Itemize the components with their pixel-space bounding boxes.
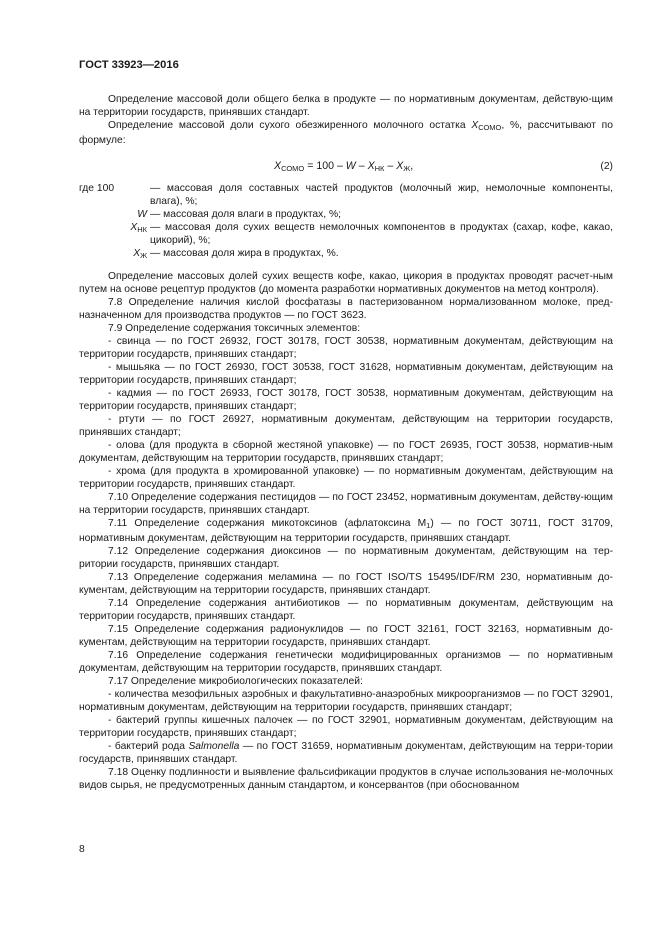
p711-pre: 7.11 Определение содержания микотоксинов (афлатоксина M — [108, 518, 427, 529]
where-symbol-xnk-sub: НК — [137, 225, 147, 234]
paragraph-7-15: 7.15 Определение содержания радионуклидов — по ГОСТ 32161, ГОСТ 32163, нормативным до-кументам, действующим на территории государств, принявших стандарт. — [79, 624, 613, 648]
formula-w: W — [345, 160, 356, 172]
somo-intro-text-post: , %, рассчитывают по формуле: — [79, 120, 613, 146]
salmonella-italic: Salmonella — [188, 741, 240, 752]
where-row-100 — [79, 182, 613, 208]
formula-number: (2) — [600, 161, 613, 172]
where-row-xnk — [79, 221, 613, 247]
list-item-lead: - свинца — по ГОСТ 26932, ГОСТ 30178, ГОСТ 30538, нормативным документам, действующим на территории государств, принявших стандарт; — [79, 336, 613, 360]
salmonella-pre: - бактерий рода — [108, 741, 189, 752]
paragraph-protein: Определение массовой доли общего белка в продукте — по нормативным документам, действую-щим на территории государств, принявших стандарт. — [79, 94, 613, 118]
paragraph-7-17: 7.17 Определение микробиологических показателей: — [108, 676, 363, 687]
where-symbol-w: W — [137, 209, 147, 220]
list-item-bgkp: - бактерий группы кишечных палочек — по ГОСТ 32901, нормативным документам, действующим на территории государств, принявших стандарт; — [79, 715, 613, 739]
page-content — [79, 93, 613, 792]
paragraph-somo-intro — [79, 119, 613, 147]
formula-end: , — [410, 160, 414, 172]
formula-x-zh: X — [396, 160, 404, 172]
paragraph-7-8: 7.8 Определение наличия кислой фосфатазы в пастеризованном нормализованном молоке, пред-назначенном для производства продуктов — по ГОСТ 3623. — [79, 297, 613, 321]
paragraph-7-13: 7.13 Определение содержания меламина — по ГОСТ ISO/TS 15495/IDF/RM 230, нормативным до-кументам, действующим на территории государств, принявших стандарт. — [79, 572, 613, 596]
formula-x-zh-sub: Ж — [403, 164, 411, 173]
list-item-salmonella — [79, 740, 613, 766]
where-symbol-xzh: X — [133, 248, 141, 259]
document-header: ГОСТ 33923—2016 — [79, 59, 179, 71]
formula-minus-2: – — [384, 160, 397, 172]
formula-2 — [79, 153, 613, 179]
salmonella-post: — по ГОСТ 31659, нормативным документам, действующим на терри-тории государств, принявших стандарт. — [79, 741, 613, 765]
where-symbol-xnk: X — [130, 222, 138, 233]
where-text-w: — массовая доля влаги в продуктах, %; — [150, 209, 342, 220]
formula-x-nk-sub: НК — [374, 164, 385, 173]
somo-intro-subscript: СОМО — [478, 123, 502, 132]
paragraph-7-18: 7.18 Оценку подлинности и выявление фальсификации продуктов в случае использования не-молочных видов сырья, не предусмотренных данным стандартом, и консервантов (при обоснованном — [79, 767, 613, 791]
p711-sub: 1 — [426, 521, 431, 530]
formula-lhs: X — [274, 160, 282, 172]
list-item-cadmium: - кадмия — по ГОСТ 26933, ГОСТ 30178, ГОСТ 30538, нормативным документам, действующим на территории государств, принявших стандарт; — [79, 388, 613, 412]
formula-x-nk: X — [367, 160, 375, 172]
list-item-chromium: - хрома (для продукта в хромированной упаковке) — по нормативным документам, действующим на территории государств, принявших стандарт. — [79, 466, 613, 490]
paragraph-7-9: 7.9 Определение содержания токсичных элементов: — [108, 323, 361, 334]
formula-lhs-sub: СОМО — [281, 164, 305, 173]
formula-eq: = 100 – — [304, 160, 346, 172]
where-text-100: — массовая доля составных частей продуктов (молочный жир, немолочные компоненты, влага), %; — [150, 183, 613, 207]
where-text-xnk: — массовая доля сухих веществ немолочных компонентов в продуктах (сахар, кофе, какао, цикорий), %; — [150, 222, 613, 246]
where-row-w — [79, 208, 613, 221]
paragraph-7-12: 7.12 Определение содержания диоксинов — по нормативным документам, действующим на тер-ритории государств, принявших стандарт. — [79, 546, 613, 570]
where-symbol-100: где 100 — [79, 183, 115, 194]
paragraph-7-14: 7.14 Определение содержания антибиотиков — по нормативным документам, действующим на территории государств, принявших стандарт. — [79, 598, 613, 622]
where-block — [79, 182, 613, 262]
list-item-kmafanm: - количества мезофильных аэробных и факультативно-анаэробных микроорганизмов — по ГОСТ 32901, нормативным документам, действующим на территории государств, принявших стандарт; — [79, 689, 613, 713]
where-row-xzh — [79, 247, 613, 262]
paragraph-7-16: 7.16 Определение содержания генетически модифицированных организмов — по нормативным документам, действующим на территории государств, принявших стандарт. — [79, 650, 613, 674]
somo-intro-text-pre: Определение массовой доли сухого обезжиренного молочного остатка — [108, 120, 472, 131]
list-item-mercury: - ртути — по ГОСТ 26927, нормативным документам, действующим на территории государств, принявших стандарт; — [79, 414, 613, 438]
p711-post: ) — по ГОСТ 30711, ГОСТ 31709, нормативным документам, действующим на территории государств, принявших стандарт. — [79, 518, 613, 544]
list-item-tin: - олова (для продукта в сборной жестяной упаковке) — по ГОСТ 26935, ГОСТ 30538, норматив-ным документам, действующим на территории государств, принявших стандарт; — [79, 440, 613, 464]
where-symbol-xzh-sub: Ж — [140, 251, 147, 260]
paragraph-coffee: Определение массовых долей сухих веществ кофе, какао, цикория в продуктах проводят расчет-ным путем на основе рецептур продуктов (до момента разработки нормативных документов на метод контроля). — [79, 271, 613, 295]
formula-minus-1: – — [355, 160, 368, 172]
somo-intro-symbol: X — [471, 120, 479, 131]
page-number: 8 — [79, 844, 85, 855]
paragraph-7-11 — [79, 517, 613, 545]
list-item-arsenic: - мышьяка — по ГОСТ 26930, ГОСТ 30538, ГОСТ 31628, нормативным документам, действующим на территории государств, принявших стандарт; — [79, 362, 613, 386]
formula-expression — [274, 160, 413, 175]
where-text-xzh: — массовая доля жира в продуктах, %. — [150, 248, 339, 259]
paragraph-7-10: 7.10 Определение содержания пестицидов — по ГОСТ 23452, нормативным документам, действу-ющим на территории государств, принявших стандарт. — [79, 492, 613, 516]
